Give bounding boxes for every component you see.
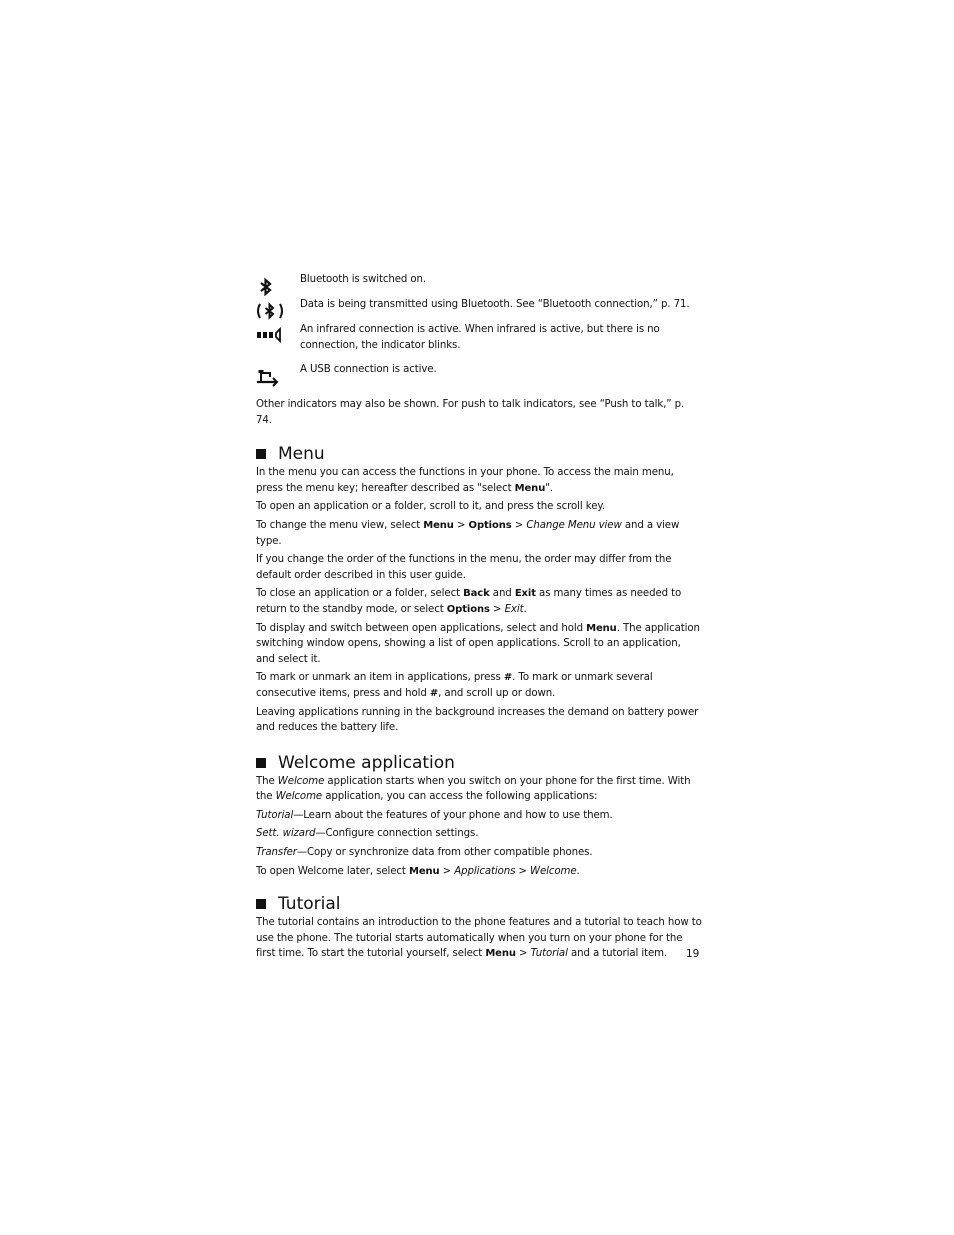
text: To open Welcome later, select xyxy=(256,865,409,877)
welcome-paragraph xyxy=(256,774,702,805)
page-number: 19 xyxy=(686,948,700,960)
usb-icon xyxy=(256,362,300,384)
menu-term: Back xyxy=(463,588,490,600)
tutorial-paragraph xyxy=(256,915,702,962)
menu-paragraph: If you change the order of the functions in the menu, the order may differ from the default order described in this user guide. xyxy=(256,554,672,581)
app-term: Welcome xyxy=(277,775,325,787)
square-bullet-icon xyxy=(256,899,266,909)
menu-term: Menu xyxy=(485,948,516,960)
heading-text: Welcome application xyxy=(278,752,455,773)
text: , and scroll up or down. xyxy=(438,687,556,699)
welcome-item xyxy=(256,845,702,861)
menu-term: Menu xyxy=(423,519,454,531)
menu-paragraph xyxy=(256,670,702,701)
indicator-row xyxy=(256,362,702,397)
menu-term: Exit xyxy=(514,588,536,600)
indicator-text: Bluetooth is switched on. xyxy=(300,274,426,285)
menu-paragraph xyxy=(256,586,702,617)
menu-term: Change Menu view xyxy=(526,519,622,531)
indicator-row xyxy=(256,297,702,322)
text: > xyxy=(515,865,531,877)
text: as many times as needed to return to the standby mode, or select xyxy=(256,588,682,615)
menu-paragraph: To open an application or a folder, scroll to it, and press the scroll key. xyxy=(256,501,605,513)
text: ". xyxy=(545,482,553,494)
menu-term: Menu xyxy=(514,482,546,494)
text: > xyxy=(515,948,531,960)
text: To close an application or a folder, select xyxy=(256,588,464,600)
text: To display and switch between open applications, select and hold xyxy=(256,622,587,634)
welcome-item xyxy=(256,808,702,824)
menu-term: Menu xyxy=(586,622,617,634)
menu-paragraph xyxy=(256,518,702,549)
bluetooth-transfer-icon xyxy=(256,297,300,319)
infrared-icon xyxy=(256,322,300,344)
menu-term: Exit xyxy=(504,603,524,615)
welcome-heading xyxy=(256,752,702,774)
welcome-paragraph xyxy=(256,864,702,880)
text: To mark or unmark an item in applications, press xyxy=(256,672,504,684)
menu-heading xyxy=(256,443,702,465)
indicator-row xyxy=(256,272,702,297)
text: The tutorial contains an introduction to the phone features and a tutorial to teach how to use the phone. The tutorial starts automatically when you turn on your phone for the first time. To start the tutorial yourself, select xyxy=(256,917,702,960)
menu-term: Options xyxy=(446,603,490,615)
text: . The application switching window opens, showing a list of open applications. Scroll to an application, and select it. xyxy=(256,622,700,665)
app-term: Welcome xyxy=(275,791,323,803)
other-indicators-text: Other indicators may also be shown. For push to talk indicators, see “Push to talk,” p. 74. xyxy=(256,399,685,426)
indicator-text: An infrared connection is active. When infrared is active, but there is no connection, the indicator blinks. xyxy=(300,324,660,351)
text: To change the menu view, select xyxy=(256,519,424,531)
text: application starts when you switch on your phone for the first time. With the xyxy=(256,775,691,803)
menu-term: Applications xyxy=(454,865,516,877)
text: . xyxy=(523,603,527,615)
tutorial-heading xyxy=(256,893,702,915)
app-term: Transfer xyxy=(256,847,297,859)
menu-paragraph: Leaving applications running in the background increases the demand on battery power and reduces the battery life. xyxy=(256,706,699,734)
menu-term: Menu xyxy=(408,865,440,877)
menu-paragraph xyxy=(256,465,702,496)
key-term: # xyxy=(429,687,439,699)
menu-term: Tutorial xyxy=(530,948,568,960)
text: > xyxy=(453,519,469,531)
text: . xyxy=(576,865,580,877)
text: In the menu you can access the functions in your phone. To access the main menu, press the menu key; hereafter described as "select xyxy=(256,467,674,494)
app-term: Tutorial xyxy=(256,809,294,821)
bluetooth-icon xyxy=(256,272,300,294)
manual-page xyxy=(256,272,702,965)
indicator-text: A USB connection is active. xyxy=(300,364,437,375)
text: > xyxy=(439,865,455,877)
text: application, you can access the following applications: xyxy=(322,791,598,803)
text: . To mark or unmark several consecutive items, press and hold xyxy=(256,672,653,699)
heading-text: Menu xyxy=(278,444,325,465)
text: > xyxy=(489,603,505,615)
square-bullet-icon xyxy=(256,449,266,459)
text: —Learn about the features of your phone and how to use them. xyxy=(293,809,613,821)
text: —Copy or synchronize data from other compatible phones. xyxy=(296,847,593,859)
square-bullet-icon xyxy=(256,758,266,768)
indicator-text: Data is being transmitted using Bluetooth. See “Bluetooth connection,” p. 71. xyxy=(300,299,690,310)
indicator-row xyxy=(256,322,702,362)
text: and a view type. xyxy=(256,519,680,547)
heading-text: Tutorial xyxy=(278,894,341,915)
app-term: Sett. wizard xyxy=(256,828,316,840)
text: —Configure connection settings. xyxy=(315,828,479,840)
menu-term: Welcome xyxy=(530,865,577,877)
menu-term: Options xyxy=(468,519,512,531)
text: and xyxy=(489,588,515,600)
menu-paragraph xyxy=(256,621,702,668)
text: and a tutorial item. xyxy=(567,948,668,960)
text: The xyxy=(256,775,278,787)
key-term: # xyxy=(503,672,513,684)
welcome-item xyxy=(256,826,702,842)
text: > xyxy=(511,519,527,531)
